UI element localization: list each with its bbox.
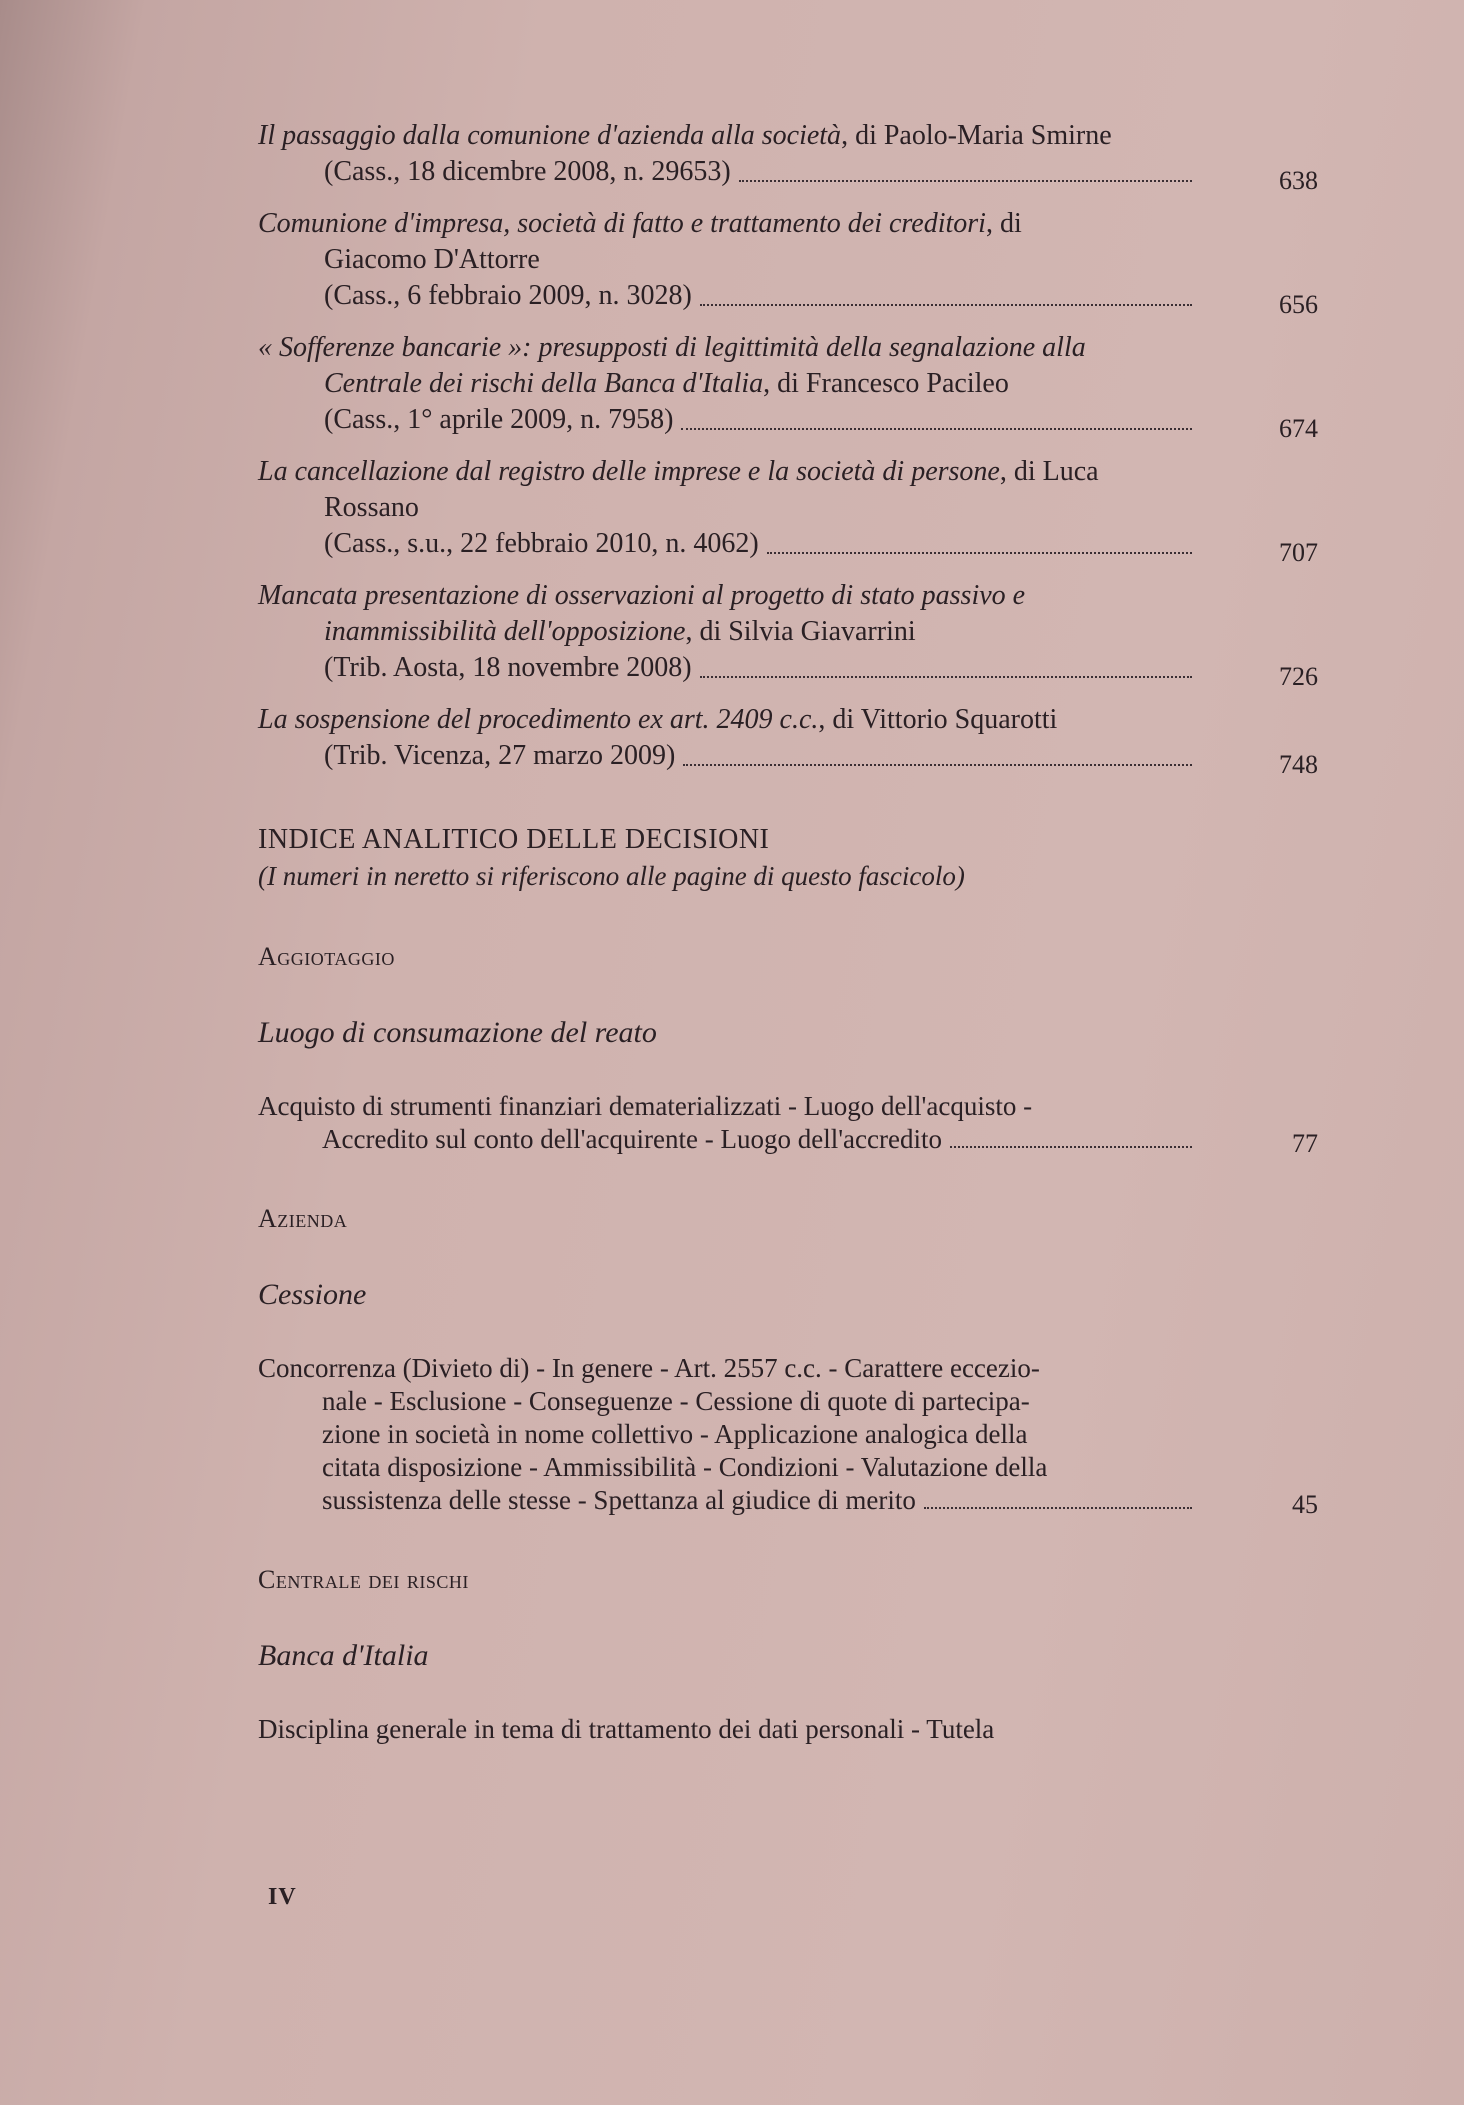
index-section — [258, 1565, 1318, 1746]
index-subcategory: Luogo di consumazione del reato — [258, 1016, 657, 1049]
toc-entry — [258, 702, 1318, 779]
leader-dots — [681, 428, 1192, 430]
decision-text: Accredito sul conto dell'acquirente - Luogo dell'accredito — [322, 1124, 942, 1154]
toc-continuation: Giacomo D'Attorre — [324, 244, 540, 275]
index-subcategory: Cessione — [258, 1278, 367, 1311]
toc-citation: (Cass., 6 febbraio 2009, n. 3028) — [324, 280, 692, 311]
toc-title: Comunione d'impresa, società di fatto e trattamento dei creditori — [258, 208, 986, 239]
toc-page-number: 707 — [1279, 538, 1318, 567]
toc-title-continuation: inammissibilità dell'opposizione — [324, 616, 686, 647]
page-folio: IV — [268, 1884, 297, 1910]
index-decision — [258, 1352, 1318, 1517]
leader-dots — [924, 1507, 1192, 1509]
decision-page-number: 77 — [1292, 1129, 1318, 1158]
index-category: Aggiotaggio — [258, 942, 395, 971]
decision-text: Acquisto di strumenti finanziari dematerializzati - Luogo dell'acquisto - — [258, 1091, 1033, 1121]
toc-title: Il passaggio dalla comunione d'azienda alla società — [258, 120, 842, 151]
toc-title: « Sofferenze bancarie »: presupposti di legittimità della segnalazione alla — [258, 332, 1086, 363]
index-decision — [258, 1713, 1318, 1746]
index-category: Azienda — [258, 1204, 348, 1233]
leader-dots — [950, 1146, 1192, 1148]
decision-text: nale - Esclusione - Conseguenze - Cessione di quote di partecipa- — [322, 1386, 1030, 1416]
toc-entry — [258, 118, 1318, 195]
toc-author: , di Silvia Giavarrini — [685, 616, 916, 647]
toc-author: , di Vittorio Squarotti — [818, 704, 1058, 735]
toc-citation: (Trib. Aosta, 18 novembre 2008) — [324, 652, 692, 683]
decision-text: sussistenza delle stesse - Spettanza al giudice di merito — [322, 1485, 916, 1515]
index-category: Centrale dei rischi — [258, 1565, 469, 1594]
leader-dots — [767, 552, 1192, 554]
decision-text: Disciplina generale in tema di trattamento dei dati personali - Tutela — [258, 1714, 995, 1744]
decision-text: Concorrenza (Divieto di) - In genere - Art. 2557 c.c. - Carattere eccezio- — [258, 1353, 1040, 1383]
content — [258, 118, 1318, 1746]
index-heading: INDICE ANALITICO DELLE DECISIONI — [258, 824, 770, 855]
toc-entry — [258, 206, 1318, 319]
decision-text: zione in società in nome collettivo - Applicazione analogica della — [322, 1419, 1028, 1449]
index-section — [258, 1204, 1318, 1517]
toc-title-continuation: Centrale dei rischi della Banca d'Italia — [324, 368, 764, 399]
toc-entry — [258, 454, 1318, 567]
leader-dots — [739, 180, 1192, 182]
table-of-contents — [258, 118, 1318, 779]
leader-dots — [700, 304, 1192, 306]
index-decision — [258, 1090, 1318, 1156]
toc-continuation: Rossano — [324, 492, 419, 523]
decision-text: citata disposizione - Ammissibilità - Condizioni - Valutazione della — [322, 1452, 1048, 1482]
index-subcategory: Banca d'Italia — [258, 1639, 429, 1672]
toc-page-number: 638 — [1279, 166, 1318, 195]
toc-page-number: 674 — [1279, 414, 1318, 443]
leader-dots — [700, 676, 1192, 678]
leader-dots — [683, 764, 1192, 766]
toc-author: , di Paolo-Maria Smirne — [841, 120, 1112, 151]
toc-entry — [258, 330, 1318, 443]
toc-citation: (Cass., 18 dicembre 2008, n. 29653) — [324, 156, 731, 187]
toc-page-number: 726 — [1279, 662, 1318, 691]
toc-author: , di Luca — [999, 456, 1099, 487]
toc-author: , di — [985, 208, 1022, 239]
toc-title: Mancata presentazione di osservazioni al progetto di stato passivo e — [258, 580, 1026, 611]
index-subheading: (I numeri in neretto si riferiscono alle pagine di questo fascicolo) — [258, 861, 965, 891]
decision-page-number: 45 — [1292, 1490, 1318, 1519]
toc-title: La cancellazione dal registro delle imprese e la società di persone — [258, 456, 1000, 487]
toc-citation: (Cass., s.u., 22 febbraio 2010, n. 4062) — [324, 528, 759, 559]
index-section — [258, 942, 1318, 1156]
toc-entry — [258, 578, 1318, 691]
toc-citation: (Trib. Vicenza, 27 marzo 2009) — [324, 740, 676, 771]
toc-author: , di Francesco Pacileo — [763, 368, 1009, 399]
toc-citation: (Cass., 1° aprile 2009, n. 7958) — [324, 404, 674, 435]
toc-title: La sospensione del procedimento ex art. 2409 c.c. — [258, 704, 819, 735]
toc-page-number: 748 — [1279, 750, 1318, 779]
toc-page-number: 656 — [1279, 290, 1318, 319]
